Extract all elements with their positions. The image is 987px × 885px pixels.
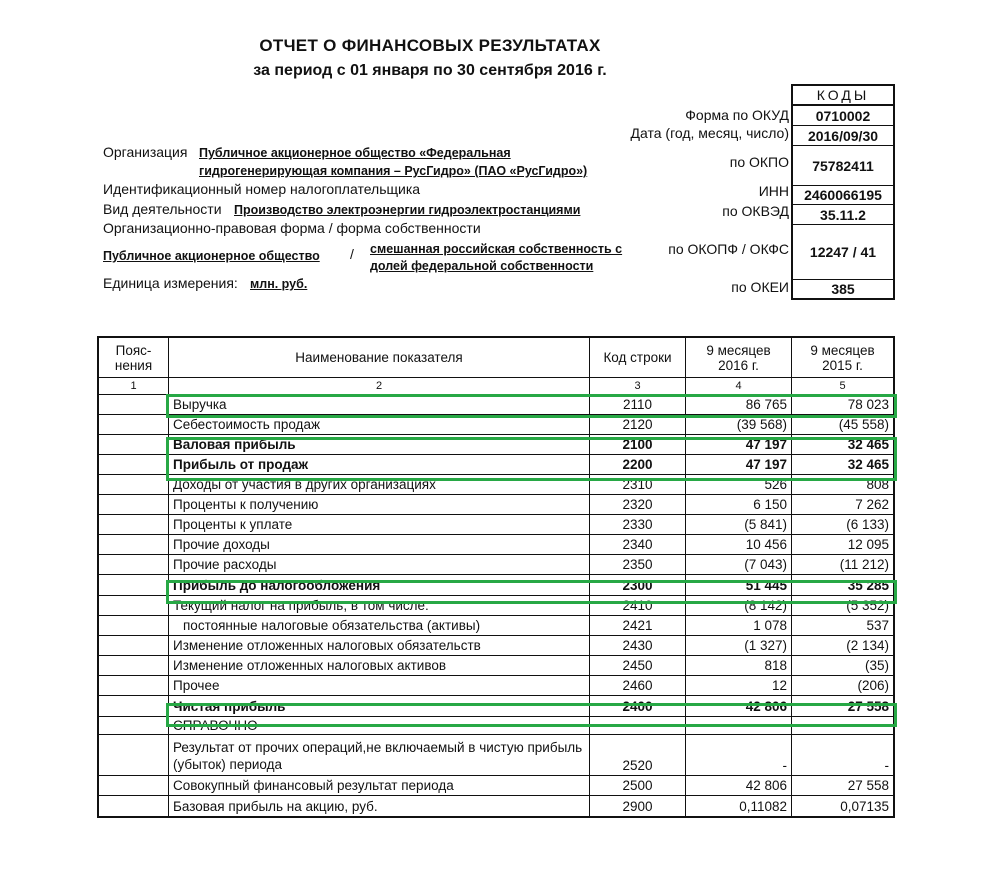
table-row — [99, 596, 893, 616]
row-name: постоянные налоговые обязательства (активы) — [169, 616, 590, 635]
org-label: Организация — [103, 144, 188, 160]
row-code: 2421 — [590, 616, 686, 635]
row-code: 2410 — [590, 596, 686, 615]
row-name: Прибыль до налогообложения — [169, 575, 590, 595]
row-code: 2500 — [590, 776, 686, 795]
table-row — [99, 735, 893, 776]
row-value-2015: 537 — [866, 618, 889, 633]
row-value-2015: 808 — [866, 477, 889, 492]
row-name: Проценты к уплате — [169, 515, 590, 534]
row-name: Результат от прочих операций,не включаемый в чистую прибыль (убыток) периода — [169, 735, 590, 775]
report-period: за период с 01 января по 30 сентября 2016 г. — [253, 62, 607, 79]
row-name: Изменение отложенных налоговых активов — [169, 656, 590, 675]
activity-value: Производство электроэнергии гидроэлектростанциями — [234, 203, 581, 217]
row-code: 2430 — [590, 636, 686, 655]
table-row — [99, 435, 893, 455]
org-name-line1: Публичное акционерное общество «Федеральная — [199, 146, 511, 160]
row-name: СПРАВОЧНО — [169, 717, 590, 734]
table-row — [99, 415, 893, 435]
row-value-2015: 78 023 — [847, 397, 889, 412]
row-name: Прочие доходы — [169, 535, 590, 554]
row-value-2016: 818 — [686, 656, 792, 675]
row-value-2016: 51 445 — [686, 575, 792, 595]
date-value: 2016/09/30 — [793, 126, 893, 146]
row-value-2015: 27 558 — [847, 778, 889, 793]
header-code: Код строки — [590, 338, 686, 377]
row-value-2016: 12 — [686, 676, 792, 695]
row-value-2016: (39 568) — [686, 415, 792, 434]
okved-label: по ОКВЭД — [722, 203, 789, 219]
row-value-2016: 42 806 — [686, 776, 792, 795]
inn-value: 2460066195 — [793, 186, 893, 205]
ownership-line1: смешанная российская собственность с — [370, 242, 623, 256]
row-code: 2460 — [590, 676, 686, 695]
colnum-5: 5 — [839, 379, 846, 392]
okopf-value: 12247 / 41 — [793, 225, 893, 280]
row-code: 2520 — [590, 735, 686, 775]
legal-form-value: Публичное акционерное общество — [103, 249, 320, 263]
row-value-2015: 7 262 — [855, 497, 889, 512]
row-value-2016: 1 078 — [686, 616, 792, 635]
row-code: 2340 — [590, 535, 686, 554]
row-value-2016: 47 197 — [686, 455, 792, 474]
header-indicator: Наименование показателя — [169, 338, 590, 377]
row-value-2016: 42 806 — [686, 696, 792, 716]
header-notes: Пояс-нения — [99, 338, 169, 377]
row-name: Прочие расходы — [169, 555, 590, 574]
row-value-2016: 47 197 — [686, 435, 792, 454]
table-row — [99, 395, 893, 415]
colnum-4: 4 — [686, 378, 792, 394]
row-value-2016: - — [686, 735, 792, 775]
row-value-2016: 6 150 — [686, 495, 792, 514]
row-value-2015: 35 285 — [847, 577, 889, 593]
org-name-line2: гидрогенерирующая компания – РусГидро» (ПАО «РусГидро») — [199, 164, 588, 178]
row-value-2016: (1 327) — [686, 636, 792, 655]
row-value-2015 — [792, 717, 893, 734]
row-code: 2450 — [590, 656, 686, 675]
table-row — [99, 455, 893, 475]
unit-label: Единица измерения: — [103, 275, 238, 291]
table-row — [99, 575, 893, 596]
okopf-label: по ОКОПФ / ОКФС — [668, 241, 789, 257]
row-name: Изменение отложенных налоговых обязательств — [169, 636, 590, 655]
row-value-2016: 0,11082 — [686, 796, 792, 816]
row-name: Проценты к получению — [169, 495, 590, 514]
table-row — [99, 676, 893, 696]
row-code: 2310 — [590, 475, 686, 494]
table-row — [99, 616, 893, 636]
legal-form-label: Организационно-правовая форма / форма собственности — [103, 220, 481, 236]
table-row — [99, 796, 893, 816]
row-code: 2120 — [590, 415, 686, 434]
date-label: Дата (год, месяц, число) — [630, 125, 789, 141]
okei-value: 385 — [831, 281, 855, 297]
table-row — [99, 555, 893, 575]
financial-results-table — [97, 336, 895, 818]
table-row — [99, 776, 893, 796]
codes-box — [791, 84, 895, 300]
row-code: 2320 — [590, 495, 686, 514]
row-value-2015: (5 352) — [846, 598, 889, 613]
row-value-2015: - — [884, 758, 889, 773]
row-code: 2300 — [590, 575, 686, 595]
row-value-2016: (7 043) — [686, 555, 792, 574]
okpo-value: 75782411 — [793, 146, 893, 186]
okud-value: 0710002 — [793, 106, 893, 126]
colnum-1: 1 — [99, 378, 169, 394]
table-row — [99, 475, 893, 495]
row-code: 2900 — [590, 796, 686, 816]
row-value-2016: 86 765 — [686, 395, 792, 414]
okei-label: по ОКЕИ — [731, 279, 789, 295]
row-code: 2350 — [590, 555, 686, 574]
inn-code-label: ИНН — [758, 183, 789, 199]
row-name: Прочее — [169, 676, 590, 695]
row-code: 2330 — [590, 515, 686, 534]
colnum-2: 2 — [169, 378, 590, 394]
table-header-row — [99, 338, 893, 378]
table-row — [99, 696, 893, 717]
row-value-2016: (8 142) — [686, 596, 792, 615]
inn-label: Идентификационный номер налогоплательщика — [103, 181, 421, 197]
colnum-3: 3 — [590, 378, 686, 394]
row-name: Выручка — [169, 395, 590, 414]
row-name: Доходы от участия в других организациях — [169, 475, 590, 494]
row-value-2016 — [686, 717, 792, 734]
row-value-2015: (35) — [864, 658, 889, 673]
report-title: ОТЧЕТ О ФИНАНСОВЫХ РЕЗУЛЬТАТАХ — [259, 36, 601, 55]
row-value-2015: 27 558 — [847, 698, 889, 714]
header-2015: 9 месяцев 2015 г. — [810, 342, 875, 373]
row-name: Чистая прибыль — [169, 696, 590, 716]
row-value-2015: 32 465 — [847, 437, 889, 452]
row-code: 2200 — [590, 455, 686, 474]
row-value-2015: (6 133) — [846, 517, 889, 532]
row-value-2015: 32 465 — [847, 457, 889, 472]
row-value-2015: (11 212) — [839, 557, 889, 572]
codes-header: КОДЫ — [793, 86, 893, 106]
row-name: Базовая прибыль на акцию, руб. — [169, 796, 590, 816]
row-value-2016: 10 456 — [686, 535, 792, 554]
activity-label: Вид деятельности — [103, 201, 222, 217]
table-row — [99, 495, 893, 515]
table-row — [99, 636, 893, 656]
row-name: Прибыль от продаж — [169, 455, 590, 474]
row-code: 2110 — [590, 395, 686, 414]
row-name: Валовая прибыль — [169, 435, 590, 454]
table-row — [99, 535, 893, 555]
unit-value: млн. руб. — [250, 277, 308, 291]
row-value-2016: 526 — [686, 475, 792, 494]
okpo-label: по ОКПО — [729, 154, 789, 170]
row-name: Совокупный финансовый результат периода — [169, 776, 590, 795]
row-code: 2100 — [590, 435, 686, 454]
table-row — [99, 656, 893, 676]
row-name: Текущий налог на прибыль, в том числе: — [169, 596, 590, 615]
row-value-2015: 12 095 — [847, 537, 889, 552]
row-code — [590, 717, 686, 734]
okved-value: 35.11.2 — [793, 205, 893, 225]
row-code: 2400 — [590, 696, 686, 716]
row-name: Себестоимость продаж — [169, 415, 590, 434]
column-number-row — [99, 378, 893, 395]
row-value-2015: 0,07135 — [840, 798, 889, 814]
row-value-2015: (45 558) — [838, 417, 889, 432]
row-value-2015: (206) — [857, 678, 889, 693]
legal-form-slash: / — [350, 246, 354, 262]
okud-label: Форма по ОКУД — [685, 107, 789, 123]
row-value-2016: (5 841) — [686, 515, 792, 534]
ownership-line2: долей федеральной собственности — [370, 259, 594, 273]
header-2016: 9 месяцев 2016 г. — [686, 338, 792, 377]
table-row — [99, 717, 893, 735]
row-value-2015: (2 134) — [846, 638, 889, 653]
table-row — [99, 515, 893, 535]
